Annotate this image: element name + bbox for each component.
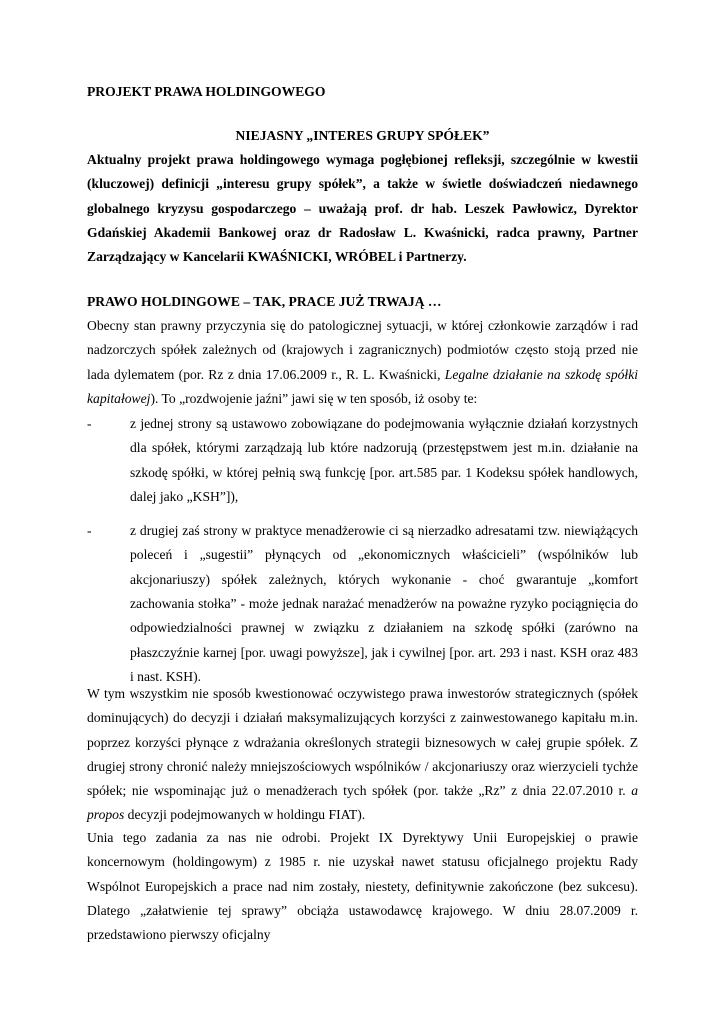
paragraph-2-italic-phrase: a propos	[87, 783, 638, 823]
paragraph-3: Unia tego zadania za nas nie odrobi. Projekt IX Dyrektywy Unii Europejskiej o prawie koncernowym (holdingowym) z 1985 r. nie uzyskał nawet statusu oficjalnego projektu Rady Wspólnot Europejskich a prace nad nim zostały, niestety, definitywnie zakończone (bez sukcesu). Dlatego „załatwienie tej sprawy” obciąża ustawodawcę krajowego. W dniu 28.07.2009 r. przedstawiono pierwszy oficjalny	[87, 830, 638, 943]
section-heading: PRAWO HOLDINGOWE – TAK, PRACE JUŻ TRWAJĄ …	[87, 294, 442, 309]
paragraph-1-citation-title: Legalne działanie na szkodę spółki kapitałowej	[87, 366, 638, 406]
bullet-list	[87, 412, 638, 689]
list-item-text: z drugiej zaś strony w praktyce menadżerowie ci są nierzadko adresatami tzw. niewiążących poleceń i „sugestii” płynących od „ekonomicznych właścicieli” (wspólników lub akcjonariuszy) spółek zależnych, których wykonanie - choć gwarantuje „komfort zachowania stołka” - może jednak narażać menadżerów na poważne ryzyko pociągnięcia do odpowiedzialności prawnej w związku z działaniem na szkodę spółki (zarówno na płaszczyźnie karnej [por. uwagi powyższe], jak i cywilnej [por. art. 293 i nast. KSH oraz 483 i nast. KSH).	[130, 523, 638, 684]
lead-paragraph: Aktualny projekt prawa holdingowego wymaga pogłębionej refleksji, szczególnie w kwestii (kluczowej) definicji „interesu grupy spółek”, a także w świetle doświadczeń niedawnego globalnego kryzysu gospodarczego – uważają prof. dr hab. Leszek Pawłowicz, Dyrektor Gdańskiej Akademii Bankowej oraz dr Radosław L. Kwaśnicki, radca prawny, Partner Zarządzający w Kancelarii KWAŚNICKI, WRÓBEL i Partnerzy.	[87, 152, 638, 265]
document-title: PROJEKT PRAWA HOLDINGOWEGO	[87, 84, 326, 99]
paragraph-2-text-a: W tym wszystkim nie sposób kwestionować oczywistego prawa inwestorów strategicznych (spółek dominujących) do decyzji i działań maksymalizujących korzyści z zainwestowanego kapitału m.in. poprzez korzyści płynące z wdrażania określonych strategii biznesowych w całej grupie spółek. Z drugiej strony chronić należy mniejszościowych wspólników / akcjonariuszy oraz wierzycieli tychże spółek; nie wspominając już o menadżerach tych spółek (por. także „Rz” z dnia 22.07.2010 r.	[87, 686, 638, 799]
paragraph-1	[87, 314, 638, 411]
paragraph-2-text-b: decyzji podejmowanych w holdingu FIAT).	[124, 807, 366, 823]
article-subtitle: NIEJASNY „INTERES GRUPY SPÓŁEK”	[235, 128, 490, 143]
list-item	[87, 412, 638, 509]
bullet-dash: -	[87, 523, 92, 539]
paragraph-1-text-b: ). To „rozdwojenie jaźni” jawi się w ten sposób, iż osoby te:	[150, 390, 478, 406]
paragraph-2	[87, 682, 638, 828]
list-item	[87, 519, 638, 689]
paragraph-1-text-a: Obecny stan prawny przyczynia się do patologicznej sytuacji, w której członkowie zarządów i rad nadzorczych spółek zależnych od (krajowych i zagranicznych) podmiotów często stoją przed nie lada dylematem (por. Rz z dnia 17.06.2009 r., R. L. Kwaśnicki,	[87, 318, 638, 382]
bullet-dash: -	[87, 416, 92, 431]
list-item-text: z jednej strony są ustawowo zobowiązane do podejmowania wyłącznie działań korzystnych dla spółek, którymi zarządzają lub które nadzorują (przestępstwem jest m.in. działanie na szkodę spółki, w której pełnią swą funkcję [por. art.585 par. 1 Kodeksu spółek handlowych, dalej jako „KSH”]),	[130, 416, 638, 504]
